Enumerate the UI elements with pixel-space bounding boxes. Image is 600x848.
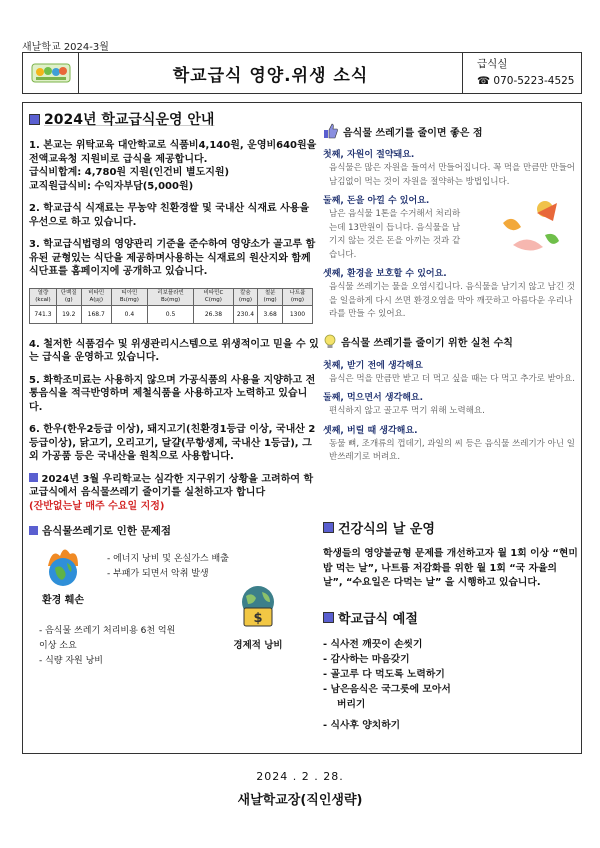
practice-1-title: 첫째, 받기 전에 생각해요	[323, 360, 423, 371]
value-cell: 26.38	[194, 305, 233, 323]
value-cell: 0.4	[111, 305, 147, 323]
header-cell: 철분(mg)	[258, 288, 283, 305]
thumbs-up-icon	[323, 123, 339, 139]
header-cell: 티아민B₁(mg)	[111, 288, 147, 305]
benefit-2-title: 둘째, 돈을 아낄 수 있어요.	[323, 196, 430, 206]
benefit-1-title: 첫째, 자원이 절약돼요.	[323, 150, 415, 160]
value-cell: 19.2	[56, 305, 81, 323]
money-globe-icon	[232, 584, 284, 634]
practice-2-body: 편식하지 않고 골고루 먹기 위해 노력해요.	[329, 406, 485, 416]
benefit-2-block	[323, 193, 578, 262]
no-leftover-day-notice: (잔반없는날 매주 수요일 지정)	[29, 500, 165, 512]
lightbulb-icon	[323, 334, 337, 350]
page-title: 학교급식 영양.위생 소식	[79, 53, 463, 93]
problem-area	[29, 544, 319, 674]
notice-text: 2024년 3월 우리학교는 심각한 지구위기 상황을 고려하여 학교급식에서 음식물쓰레기 줄이기를 실천하고자 합니다 (잔반없는날 매주 수요일 지정)	[29, 473, 314, 512]
svg-text:$: $	[253, 611, 263, 626]
benefit-3-title: 셋째, 환경을 보호할 수 있어요.	[323, 269, 447, 279]
value-cell: 1300	[282, 305, 312, 323]
burning-earth-icon	[38, 544, 88, 588]
value-cell: 741.3	[30, 305, 57, 323]
list-item: - 식사전 깨끗이 손씻기	[323, 639, 423, 650]
manners-section	[323, 608, 578, 733]
list-item: - 부패가 되면서 악취 발생	[107, 569, 209, 579]
office-label: 급식실	[477, 58, 508, 70]
value-cell: 168.7	[81, 305, 111, 323]
header-cell: 비타민C C(mg)	[194, 288, 233, 305]
environment-damage: 환경 훼손	[33, 544, 93, 606]
practice-3-title: 셋째, 버릴 때 생각해요.	[323, 425, 418, 436]
school-tag: 새날학교 2024-3월	[22, 42, 109, 53]
list-item: - 에너지 낭비 및 온실가스 배출	[107, 554, 229, 564]
economic-problem-list	[39, 624, 175, 669]
benefit-2-body: 남은 음식물 1톤을 수거해서 처리하는데 13만원이 듭니다. 음식물을 남기지 않는 것은 돈을 아끼는 것과 같습니다.	[329, 209, 461, 260]
economic-waste: $ 경제적 낭비	[223, 584, 293, 651]
phone-number: ☎ 070-5223-4525	[477, 75, 575, 87]
left-column	[29, 109, 319, 674]
practice-1-body: 음식은 먹을 만큼만 받고 더 먹고 싶을 때는 다 먹고 추가로 받아요.	[329, 373, 575, 384]
manners-title: 학교급식 예절	[323, 608, 578, 627]
practice-section-title: 음식물 쓰레기를 줄이기 위한 실천 수칙	[323, 334, 578, 350]
problem-section-title: 음식물쓰레기로 인한 문제점	[29, 523, 319, 538]
benefit-section-title: 음식물 쓰레기를 줄이면 좋은 점	[323, 123, 578, 139]
nutrition-header-row	[30, 288, 313, 305]
practice-3-body: 동물 뼈, 조개류의 껍데기, 과일의 씨 등은 음식물 쓰레기가 아닌 일반쓰레기로 버려요.	[329, 438, 575, 462]
value-cell: 230.4	[233, 305, 258, 323]
header-cell: 열량(kcal)	[30, 288, 57, 305]
list-item: - 남은음식은 국그릇에 모아서	[323, 684, 451, 695]
header-cell: 리보플라빈B₂(mg)	[147, 288, 193, 305]
contact-info	[463, 53, 581, 93]
header-cell: 칼슘(mg)	[233, 288, 258, 305]
list-item: - 식량 자원 낭비	[39, 656, 103, 666]
item-6: 6. 한우(한우2등급 이상), 돼지고기(친환경1등급 이상, 국내산 2등급이상), 닭고기, 오리고기, 달걀(무항생제, 국내산 1등급), 그외 가공품 등은 국내산을 원칙으로 사용합니다.	[29, 424, 316, 462]
square-bullet-icon	[29, 473, 38, 482]
right-column	[323, 123, 578, 469]
list-item: 버리기	[337, 699, 366, 710]
school-logo-icon	[23, 53, 79, 93]
nutrition-table	[29, 288, 313, 324]
list-item: - 골고루 다 먹도록 노력하기	[323, 669, 445, 680]
health-day-title: 건강식의 날 운영	[323, 518, 578, 537]
square-bullet-icon	[29, 526, 38, 535]
content-frame	[22, 102, 582, 754]
health-day-body: 학생들의 영양불균형 문제를 개선하고자 월 1회 이상 “현미밥 먹는 날”, 나트륨 저감화를 위한 월 1회 “국 자율의 날”, “수요일은 다먹는 날” 을 시행하고 있습니다.	[323, 548, 578, 588]
item-1: 1. 본교는 위탁교육 대안학교로 식품비4,140원, 운영비640원을 전액교육청 지원비로 급식을 제공합니다. 급식비합계: 4,780원 지원(인건비 별도지원) 교직원급식비: 수익자부담(5,000원)	[29, 140, 317, 192]
square-bullet-icon	[29, 114, 40, 125]
item-4: 4. 철저한 식품검수 및 위생관리시스템으로 위생적이고 믿을 수 있는 급식을 운영하고 있습니다.	[29, 338, 319, 363]
footer	[0, 770, 600, 808]
list-item: - 음식물 쓰레기 처리비용 6천 억원	[39, 626, 176, 636]
square-bullet-icon	[323, 522, 334, 533]
issue-date: 2024 . 2 . 28.	[256, 770, 344, 783]
food-waste-icon	[483, 193, 573, 263]
header	[22, 52, 582, 94]
header-cell: 나트륨(mg)	[282, 288, 312, 305]
header-cell: 단백질(g)	[56, 288, 81, 305]
list-item: 이상 소요	[39, 641, 77, 651]
header-cell: 비타민A(㎍)	[81, 288, 111, 305]
principal-signature: 새날학교장(직인생략)	[237, 793, 363, 808]
value-cell: 3.68	[258, 305, 283, 323]
list-item: - 식사후 양치하기	[323, 720, 401, 731]
item-2: 2. 학교급식 식재료는 무농약 친환경쌀 및 국내산 식재료 사용을 우선으로 하고 있습니다.	[29, 203, 310, 228]
environment-problem-list	[107, 552, 229, 582]
item-5: 5. 화학조미료는 사용하지 않으며 가공식품의 사용을 지양하고 전통음식을 적극반영하며 제철식품을 사용하고자 노력하고 있습니다.	[29, 374, 316, 413]
operation-section-title: 2024년 학교급식운영 안내	[29, 109, 319, 129]
nutrition-value-row	[30, 305, 313, 323]
value-cell: 0.5	[147, 305, 193, 323]
benefit-1-body: 음식물은 많은 자원을 들여서 만들어집니다. 꼭 먹을 만큼만 만들어 남김없이 먹는 것이 자원을 절약하는 방법입니다.	[329, 163, 576, 187]
item-3: 3. 학교급식법령의 영양관리 기준을 준수하여 영양소가 골고루 함유된 균형있는 식단을 제공하며사용하는 식재료의 원산지와 함께 식단표를 홈페이지에 공개하고 있습니다.	[29, 239, 316, 277]
square-bullet-icon	[323, 612, 334, 623]
benefit-3-body: 음식물 쓰레기는 물을 오염시킵니다. 음식물을 남기지 않고 남긴 것을 일을하게 다시 쓰면 환경오염을 막아 깨끗하고 아름다운 우리나라를 만들 수 있어요.	[329, 282, 576, 319]
manners-list	[323, 637, 578, 733]
practice-2-title: 둘째, 먹으면서 생각해요.	[323, 393, 424, 403]
health-day-section	[323, 518, 578, 591]
list-item: - 감사하는 마음갖기	[323, 654, 410, 665]
